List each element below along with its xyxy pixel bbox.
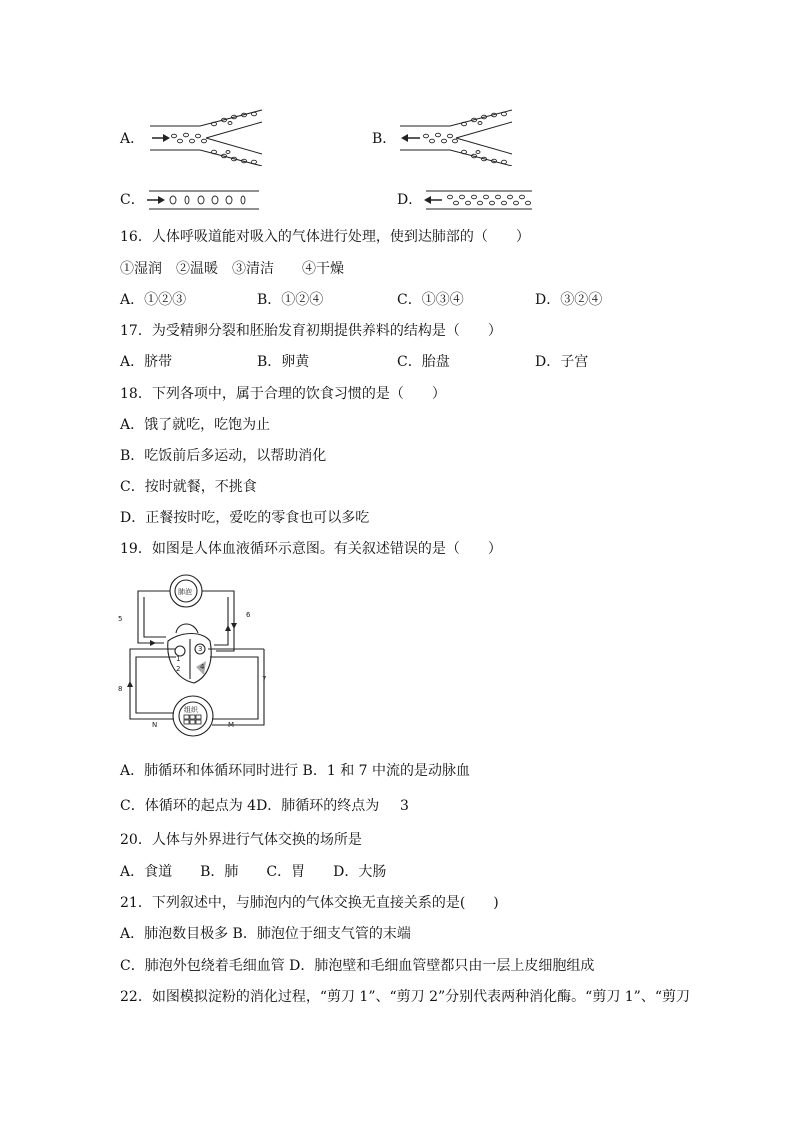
q18-option-b[interactable]: B．吃饭前后多运动，以帮助消化 (120, 448, 327, 464)
vessel-merging-figure-b (398, 106, 516, 166)
q18-option-d[interactable]: D．正餐按时吃，爱吃的零食也可以多吃 (120, 510, 370, 526)
q17-option-a[interactable]: A．脐带 (120, 354, 173, 370)
q18-stem: 18．下列各项中，属于合理的饮食习惯的是（ ） (120, 386, 446, 402)
label-4: 4 (200, 663, 205, 671)
label-8: 8 (118, 685, 123, 693)
label-m: M (228, 721, 235, 729)
q18-option-a[interactable]: A．饿了就吃，吃饱为止 (120, 417, 271, 433)
q20-stem: 20．人体与外界进行气体交换的场所是 (120, 832, 362, 848)
q21-options-line1: A．肺泡数目极多 B．肺泡位于细支气管的末端 (120, 926, 411, 942)
q16-option-c[interactable]: C．①③④ (397, 292, 464, 308)
q20-options: A．食道 B．肺 C．胃 D．大肠 (120, 864, 387, 880)
q17-option-d[interactable]: D．子宫 (535, 354, 589, 370)
option-letter: D． (397, 192, 423, 208)
q16-option-b[interactable]: B．①②④ (257, 292, 324, 308)
capillary-single-file-figure-c (145, 188, 261, 212)
lung-label: 肺泡 (178, 588, 192, 596)
blood-circulation-diagram (116, 571, 276, 741)
label-7: 7 (262, 675, 267, 683)
q19-options-line1: A．肺循环和体循环同时进行 B．1 和 7 中流的是动脉血 (120, 763, 471, 779)
q16-items: ①湿润 ②温暖 ③清洁 ④干燥 (120, 261, 344, 277)
q17-option-c[interactable]: C．胎盘 (397, 354, 450, 370)
label-6: 6 (246, 611, 251, 619)
label-1: 1 (176, 655, 181, 663)
q21-options-line2: C．肺泡外包绕着毛细血管 D．肺泡壁和毛细血管壁都只由一层上皮细胞组成 (120, 958, 595, 974)
q17-option-b[interactable]: B．卵黄 (257, 354, 310, 370)
q17-stem: 17．为受精卵分裂和胚胎发育初期提供养料的结构是（ ） (120, 323, 502, 339)
q19-options-line2: C．体循环的起点为 4D．肺循环的终点为 (120, 798, 380, 814)
q21-stem: 21．下列叙述中，与肺泡内的气体交换无直接关系的是( ) (120, 895, 499, 911)
q22-stem: 22．如图模拟淀粉的消化过程，“剪刀 1”、“剪刀 2”分别代表两种消化酶。“剪刀 1”、“剪刀 (120, 989, 690, 1005)
label-2: 2 (176, 665, 181, 673)
label-n: N (152, 721, 158, 729)
q19-stem: 19．如图是人体血液循环示意图。有关叙述错误的是（ ） (120, 541, 502, 557)
q19-options-line2-tail: 3 (400, 798, 409, 814)
q18-option-c[interactable]: C．按时就餐，不挑食 (120, 479, 257, 495)
label-3: 3 (198, 645, 203, 653)
label-5: 5 (118, 615, 123, 623)
q16-stem: 16．人体呼吸道能对吸入的气体进行处理，使到达肺部的（ ） (120, 229, 530, 245)
option-letter: B． (372, 131, 397, 147)
capillary-single-file-figure-d (422, 188, 534, 212)
option-letter: C． (120, 192, 145, 208)
tissue-label: 组织 (184, 706, 198, 714)
q16-option-d[interactable]: D．③②④ (535, 292, 603, 308)
q16-option-a[interactable]: A．①②③ (120, 292, 187, 308)
vessel-merging-figure-a (148, 106, 264, 166)
option-letter: A． (120, 131, 145, 147)
